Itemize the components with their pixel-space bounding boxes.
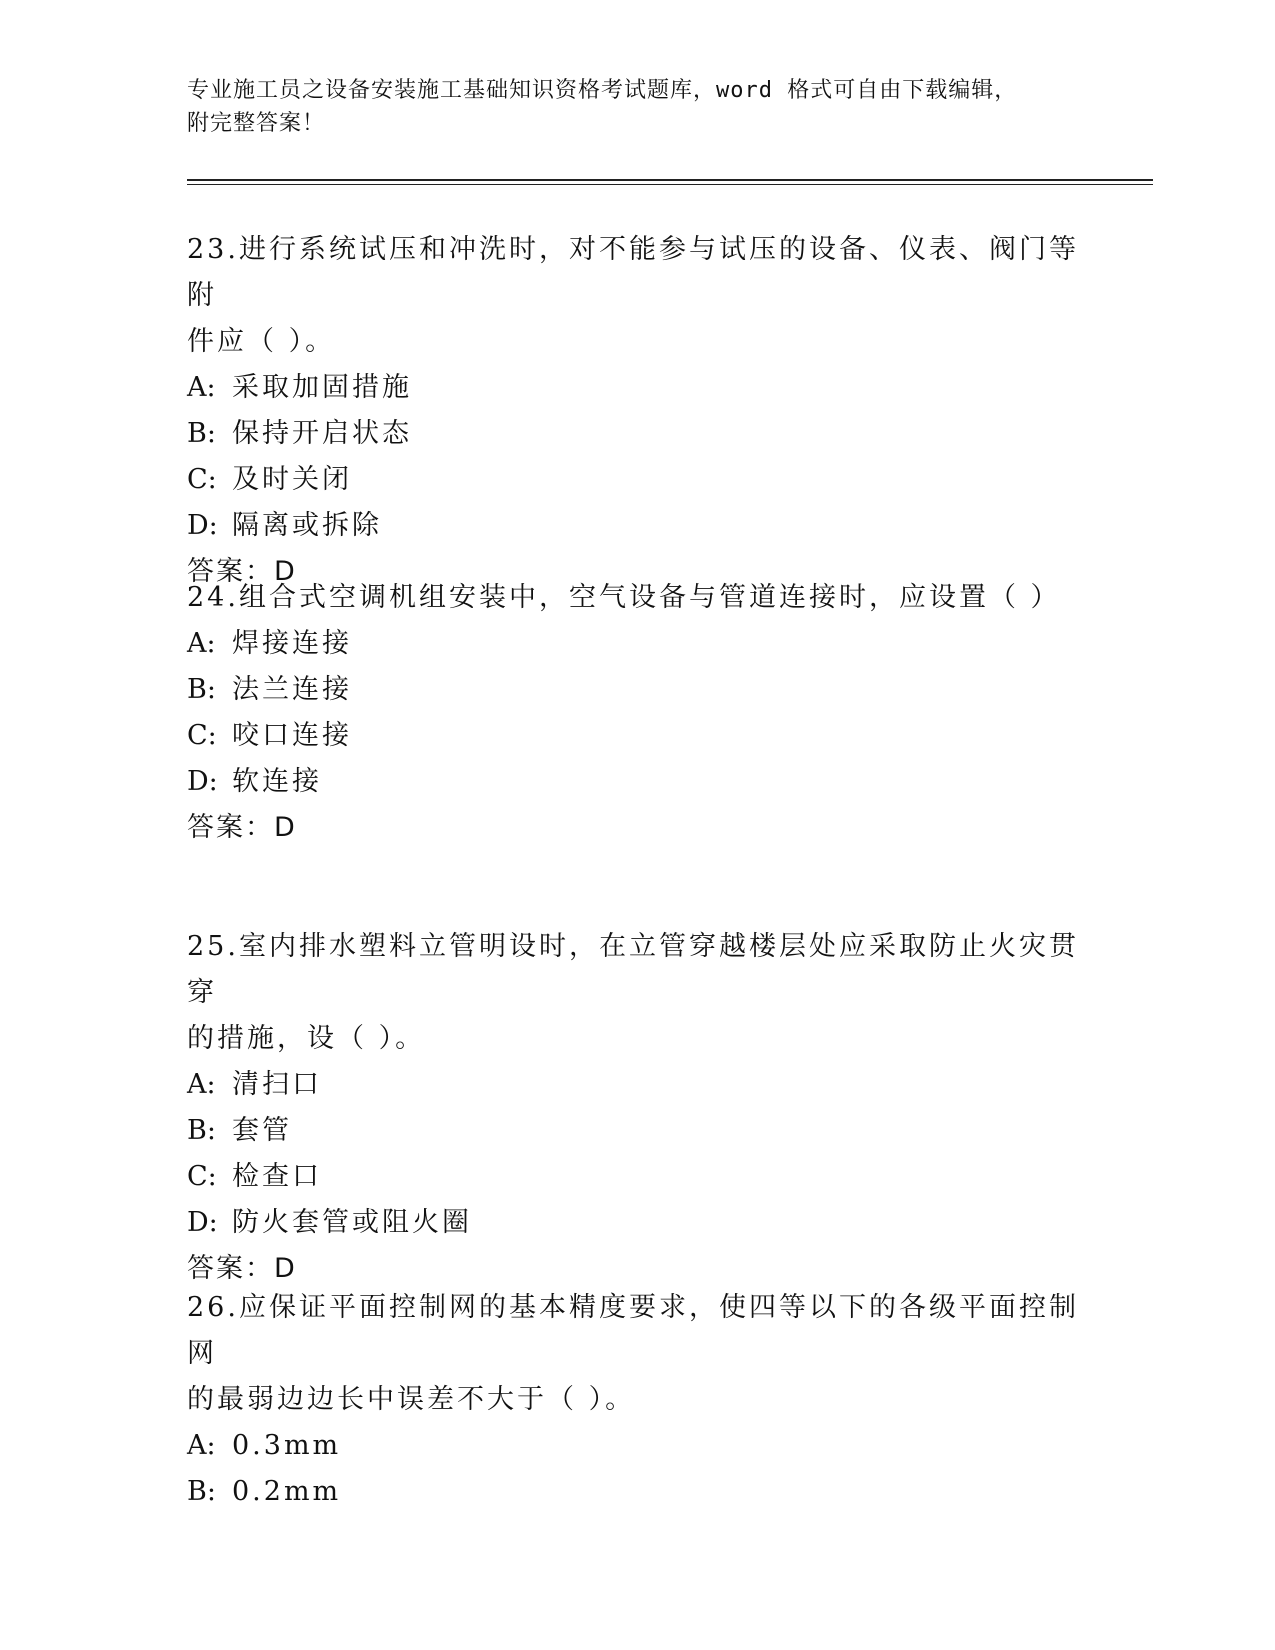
- option-a: [187, 621, 1087, 667]
- answer: 答案：D: [187, 556, 297, 587]
- option-text: 法兰连接: [232, 674, 352, 705]
- option-a: [187, 1062, 1087, 1108]
- question-stem: [187, 575, 1087, 621]
- option-letter: B:: [187, 1476, 216, 1507]
- option-text: 保持开启状态: [232, 418, 412, 449]
- question-stem-line-1: 进行系统试压和冲洗时，对不能参与试压的设备、仪表、阀门等附: [187, 234, 1079, 311]
- header-divider-bottom: [187, 184, 1153, 185]
- answer: 答案：D: [187, 1253, 297, 1284]
- question-23: [187, 227, 1087, 595]
- option-c: [187, 457, 1087, 503]
- option-a: [187, 1423, 1087, 1469]
- option-letter: A:: [187, 1069, 216, 1100]
- question-stem: [187, 1285, 1087, 1377]
- option-b: [187, 1108, 1087, 1154]
- question-stem-line-1: 室内排水塑料立管明设时，在立管穿越楼层处应采取防止火灾贯穿: [187, 931, 1079, 1008]
- question-number: 25.: [187, 931, 239, 962]
- question-stem-line-2: 件应（ ）。: [187, 326, 336, 357]
- option-letter: D:: [187, 510, 218, 541]
- question-26: [187, 1285, 1087, 1515]
- option-letter: B:: [187, 418, 216, 449]
- option-letter: C:: [187, 464, 217, 495]
- option-letter: A:: [187, 1430, 216, 1461]
- option-text: 防火套管或阻火圈: [232, 1207, 472, 1238]
- option-b: [187, 1469, 1087, 1515]
- option-text: 套管: [232, 1115, 292, 1146]
- answer: 答案：D: [187, 812, 297, 843]
- question-25: [187, 924, 1087, 1292]
- option-text: 清扫口: [232, 1069, 322, 1100]
- question-stem-line-2: 的最弱边边长中误差不大于（ ）。: [187, 1384, 636, 1415]
- document-header: [187, 74, 1067, 140]
- option-text: 软连接: [232, 766, 322, 797]
- header-divider-top: [187, 179, 1153, 181]
- option-text: 采取加固措施: [232, 372, 412, 403]
- option-letter: A:: [187, 628, 216, 659]
- question-stem: [187, 924, 1087, 1016]
- option-letter: D:: [187, 766, 218, 797]
- option-d: [187, 1200, 1087, 1246]
- question-stem-line-1: 组合式空调机组安装中，空气设备与管道连接时，应设置（ ）: [238, 582, 1061, 613]
- question-stem-line-2: 的措施，设（ ）。: [187, 1023, 426, 1054]
- option-c: [187, 1154, 1087, 1200]
- option-letter: A:: [187, 372, 216, 403]
- question-number: 23.: [187, 234, 239, 265]
- option-text: 0.2mm: [232, 1476, 342, 1507]
- option-letter: B:: [187, 1115, 216, 1146]
- question-stem-line-1: 应保证平面控制网的基本精度要求，使四等以下的各级平面控制网: [187, 1292, 1079, 1369]
- option-text: 焊接连接: [232, 628, 352, 659]
- option-c: [187, 713, 1087, 759]
- option-letter: C:: [187, 720, 217, 751]
- question-number: 24.: [187, 582, 239, 613]
- option-text: 检查口: [232, 1161, 322, 1192]
- option-letter: B:: [187, 674, 216, 705]
- option-a: [187, 365, 1087, 411]
- option-letter: D:: [187, 1207, 218, 1238]
- header-line-1: 专业施工员之设备安装施工基础知识资格考试题库，word 格式可自由下载编辑，: [187, 78, 1018, 103]
- option-text: 及时关闭: [232, 464, 352, 495]
- option-b: [187, 411, 1087, 457]
- option-d: [187, 503, 1087, 549]
- option-letter: C:: [187, 1161, 217, 1192]
- option-text: 0.3mm: [232, 1430, 342, 1461]
- question-number: 26.: [187, 1292, 239, 1323]
- header-line-2: 附完整答案！: [187, 111, 326, 136]
- option-d: [187, 759, 1087, 805]
- question-stem: [187, 227, 1087, 319]
- option-text: 咬口连接: [232, 720, 352, 751]
- option-b: [187, 667, 1087, 713]
- question-24: [187, 575, 1087, 851]
- option-text: 隔离或拆除: [232, 510, 382, 541]
